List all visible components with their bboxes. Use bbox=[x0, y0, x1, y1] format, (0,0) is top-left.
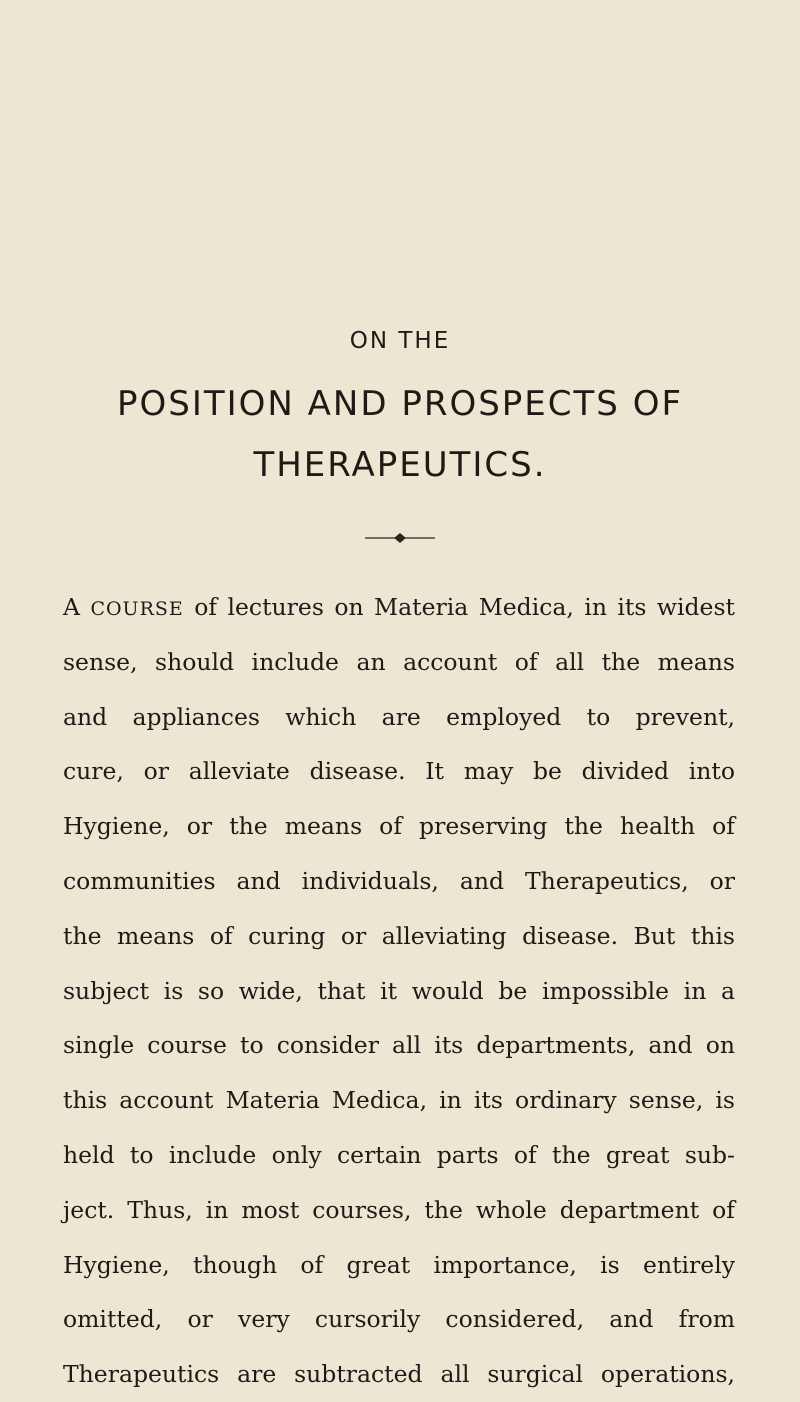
paragraph-line: the means of curing or alleviating disease. But this bbox=[63, 921, 735, 950]
title-line-1: POSITION AND PROSPECTS OF bbox=[116, 384, 684, 424]
paragraph-line: single course to consider all its departments, and on bbox=[63, 1031, 735, 1060]
paragraph-line: held to include only certain parts of the great sub- bbox=[63, 1140, 735, 1169]
paragraph-line: sense, should include an account of all the means bbox=[63, 647, 735, 676]
title-line-2: THERAPEUTICS. bbox=[253, 445, 547, 485]
heading-on-the: ON THE bbox=[349, 328, 451, 354]
paragraph-line: this account Materia Medica, in its ordinary sense, is bbox=[63, 1086, 735, 1115]
paragraph-line: cure, or alleviate disease. It may be divided into bbox=[63, 757, 735, 786]
drop-word-cap: A bbox=[63, 593, 80, 621]
body-paragraph bbox=[63, 580, 735, 1402]
paragraph-line: subject is so wide, that it would be impossible in a bbox=[63, 976, 735, 1005]
paragraph-line-first bbox=[63, 580, 735, 635]
paragraph-line: and appliances which are employed to prevent, bbox=[63, 702, 735, 731]
paragraph-line: omitted, or very cursorily considered, and from bbox=[63, 1305, 735, 1334]
paragraph-line: Hygiene, or the means of preserving the health of bbox=[63, 812, 735, 841]
first-line-rest: of lectures on Materia Medica, in its widest bbox=[194, 593, 735, 621]
diamond-rule-ornament bbox=[365, 532, 435, 544]
paragraph-line: Hygiene, though of great importance, is entirely bbox=[63, 1250, 735, 1279]
paragraph-line: Therapeutics are subtracted all surgical operations, bbox=[63, 1360, 735, 1389]
paragraph-line: communities and individuals, and Therapeutics, or bbox=[63, 866, 735, 895]
drop-word-small-caps: COURSE bbox=[90, 598, 184, 620]
paragraph-line: ject. Thus, in most courses, the whole department of bbox=[63, 1195, 735, 1224]
